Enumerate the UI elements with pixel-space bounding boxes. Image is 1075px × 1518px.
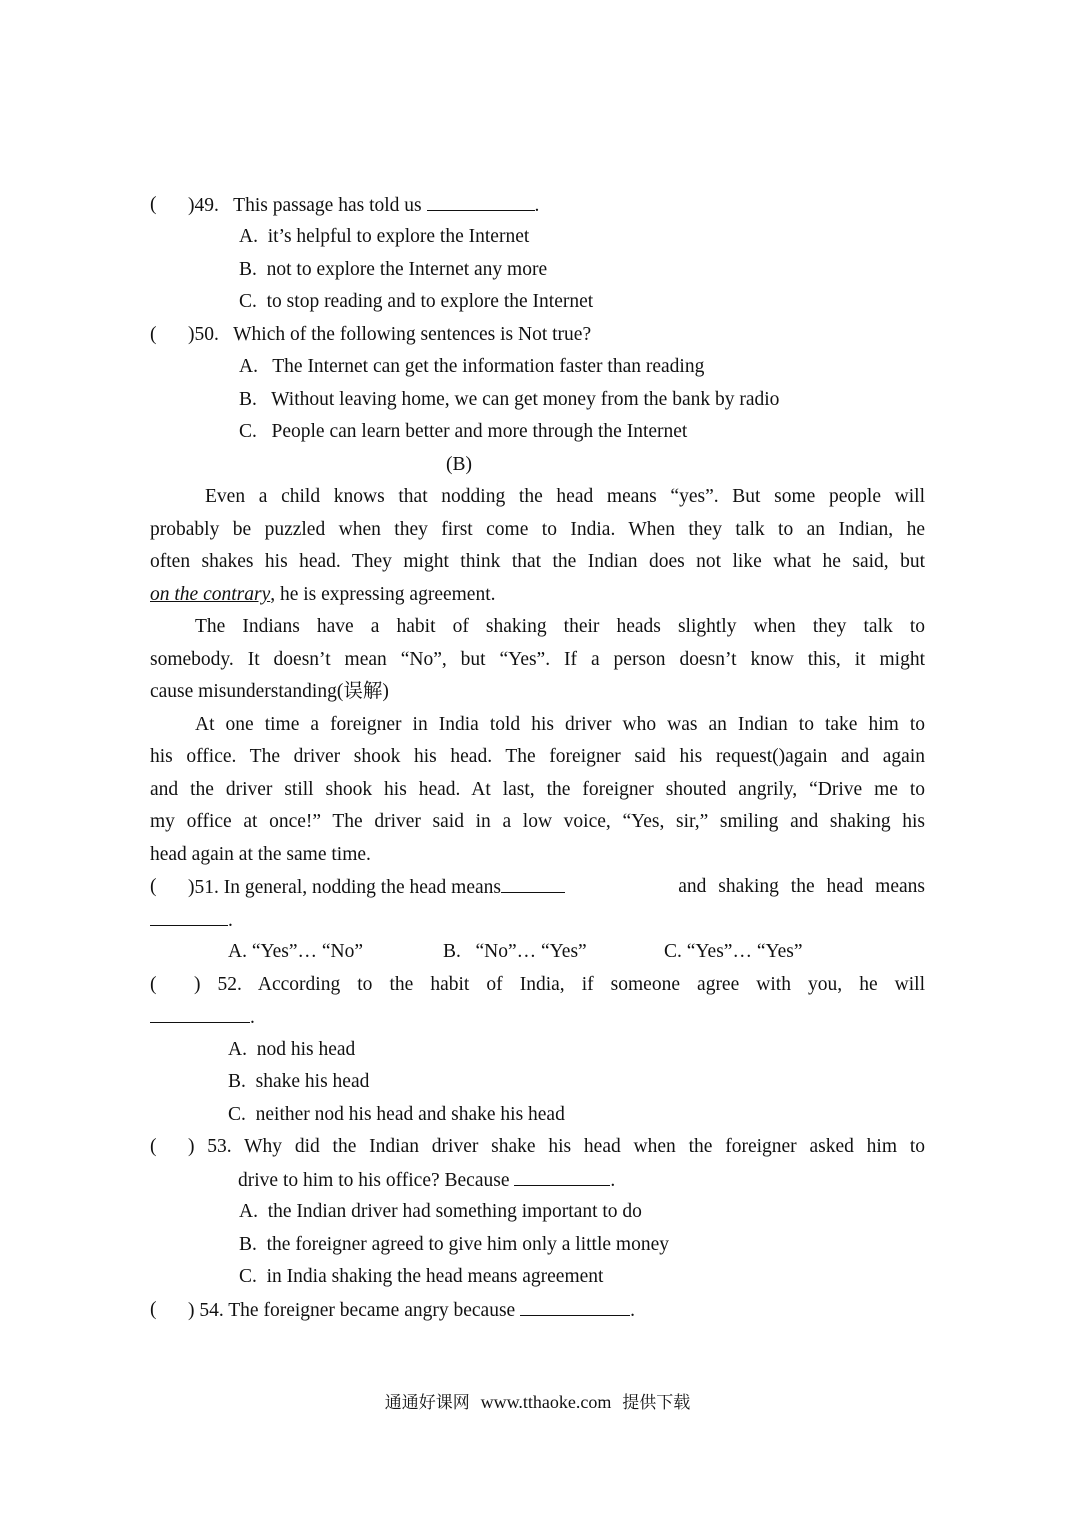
- option-letter: A.: [228, 1039, 247, 1060]
- passage-p1-line3: often shakes his head. They might think that the Indian does not like what he said, but: [150, 551, 925, 572]
- q49-stem-text: This passage has told us: [233, 195, 422, 216]
- option-text: nod his head: [256, 1039, 356, 1060]
- option-text: People can learn better and more through the Internet: [271, 421, 688, 442]
- q50-paren-open: (: [150, 324, 157, 345]
- passage-p3-line2: his office. The driver shook his head. The foreigner said his request()again and again: [150, 746, 925, 767]
- q51-stem: [188, 875, 925, 900]
- option-letter: B.: [239, 1234, 257, 1255]
- q49-paren-open: (: [150, 194, 157, 215]
- page-footer: [0, 1391, 1075, 1414]
- q49-stem: [188, 193, 539, 218]
- passage-p2-line1: The Indians have a habit of shaking their heads slightly when they talk to: [195, 616, 925, 637]
- option-letter: C.: [239, 291, 257, 312]
- q51-blank-2[interactable]: [150, 908, 228, 926]
- q51-option-a: A. “Yes”… “No”: [228, 941, 364, 962]
- q54-stem: [188, 1298, 635, 1323]
- option-letter: C.: [239, 1266, 257, 1287]
- option-letter: B.: [228, 1071, 246, 1092]
- q52-stem: ) 52. According to the habit of India, if someone agree with you, he will: [194, 974, 925, 995]
- option-text: not to explore the Internet any more: [266, 259, 548, 280]
- q49-option-b: [239, 258, 547, 282]
- passage-p1-line2: probably be puzzled when they first come to India. When they talk to an Indian, he: [150, 519, 925, 540]
- q49-option-c: [239, 290, 593, 314]
- passage-p1-line4: [150, 583, 496, 607]
- passage-p3-line1: At one time a foreigner in India told his driver who was an Indian to take him to: [195, 714, 925, 735]
- q49-period: .: [534, 195, 540, 216]
- option-text: the foreigner agreed to give him only a little money: [266, 1234, 669, 1255]
- passage-p3-line5: head again at the same time.: [150, 844, 371, 865]
- q54-text: ) 54. The foreigner became angry because: [188, 1300, 516, 1321]
- option-text: Without leaving home, we can get money from the bank by radio: [271, 389, 780, 410]
- q53-stem-line2: [238, 1168, 615, 1193]
- q49-number: )49.: [188, 195, 219, 216]
- q50-stem: [188, 323, 591, 347]
- q54-period: .: [630, 1300, 635, 1321]
- q54-blank[interactable]: [520, 1298, 630, 1316]
- q52-blank[interactable]: [150, 1005, 250, 1023]
- footer-site-name: 通通好课网: [384, 1393, 470, 1413]
- q53-text: drive to him to his office? Because: [238, 1170, 510, 1191]
- q52-line2: [150, 1005, 255, 1030]
- q53-option-b: [239, 1233, 669, 1257]
- q51-text-a: )51. In general, nodding the head means: [188, 877, 501, 898]
- q52-period: .: [250, 1007, 255, 1028]
- option-letter: B.: [239, 259, 257, 280]
- option-letter: C.: [239, 421, 257, 442]
- option-text: the Indian driver had something important to do: [267, 1201, 642, 1222]
- q53-paren-open: (: [150, 1136, 157, 1157]
- passage-p3-line3: and the driver still shook his head. At last, the foreigner shouted angrily, “Drive me to: [150, 779, 925, 800]
- option-letter: B.: [239, 389, 257, 410]
- q51-option-c: C. “Yes”… “Yes”: [664, 941, 803, 962]
- option-text: it’s helpful to explore the Internet: [267, 226, 530, 247]
- on-the-contrary-phrase: on the contrary: [150, 584, 271, 605]
- footer-url-link[interactable]: www.tthaoke.com: [480, 1392, 612, 1412]
- section-b-heading: (B): [446, 454, 472, 475]
- q51-option-b: B. “No”… “Yes”: [443, 941, 587, 962]
- q53-option-a: [239, 1200, 642, 1224]
- passage-p1-line4-rest: , he is expressing agreement.: [270, 584, 496, 605]
- q51-period: .: [228, 910, 233, 931]
- option-letter: A.: [239, 356, 258, 377]
- footer-download-text: 提供下载: [622, 1393, 691, 1413]
- q50-option-c: [239, 420, 687, 444]
- q53-period: .: [610, 1170, 616, 1191]
- q52-paren-open: (: [150, 974, 157, 995]
- q50-stem-text: Which of the following sentences is Not true?: [233, 324, 592, 345]
- option-letter: C.: [228, 1104, 246, 1125]
- q50-option-b: [239, 388, 779, 412]
- q53-option-c: [239, 1265, 603, 1289]
- passage-p1-line1: Even a child knows that nodding the head means “yes”. But some people will: [205, 486, 925, 507]
- q51-paren-open: (: [150, 876, 157, 897]
- passage-p2-line2: somebody. It doesn’t mean “No”, but “Yes”. If a person doesn’t know this, it might: [150, 649, 925, 670]
- passage-p2-line3: cause misunderstanding(误解): [150, 681, 389, 702]
- option-letter: A.: [239, 1201, 258, 1222]
- option-text: neither nod his head and shake his head: [255, 1104, 565, 1125]
- option-letter: A.: [239, 226, 258, 247]
- q49-answer-blank[interactable]: [427, 193, 535, 211]
- q50-number: )50.: [188, 324, 219, 345]
- option-text: to stop reading and to explore the Internet: [266, 291, 594, 312]
- q53-blank[interactable]: [514, 1168, 610, 1186]
- q54-paren-open: (: [150, 1299, 157, 1320]
- option-text: The Internet can get the information faster than reading: [272, 356, 705, 377]
- q52-option-a: [228, 1038, 355, 1062]
- option-text: shake his head: [255, 1071, 370, 1092]
- q51-text-b: and shaking the head means: [678, 876, 925, 897]
- q51-line2: [150, 908, 233, 933]
- passage-p3-line4: my office at once!” The driver said in a low voice, “Yes, sir,” smiling and shaking his: [150, 811, 925, 832]
- q51-stem-a: [188, 875, 565, 900]
- q52-option-c: [228, 1103, 565, 1127]
- option-text: in India shaking the head means agreement: [266, 1266, 604, 1287]
- q51-blank-1[interactable]: [501, 875, 565, 893]
- q53-stem-line1: ) 53. Why did the Indian driver shake his head when the foreigner asked him to: [188, 1136, 925, 1157]
- q52-option-b: [228, 1070, 369, 1094]
- q50-option-a: [239, 355, 704, 379]
- q49-option-a: [239, 225, 529, 249]
